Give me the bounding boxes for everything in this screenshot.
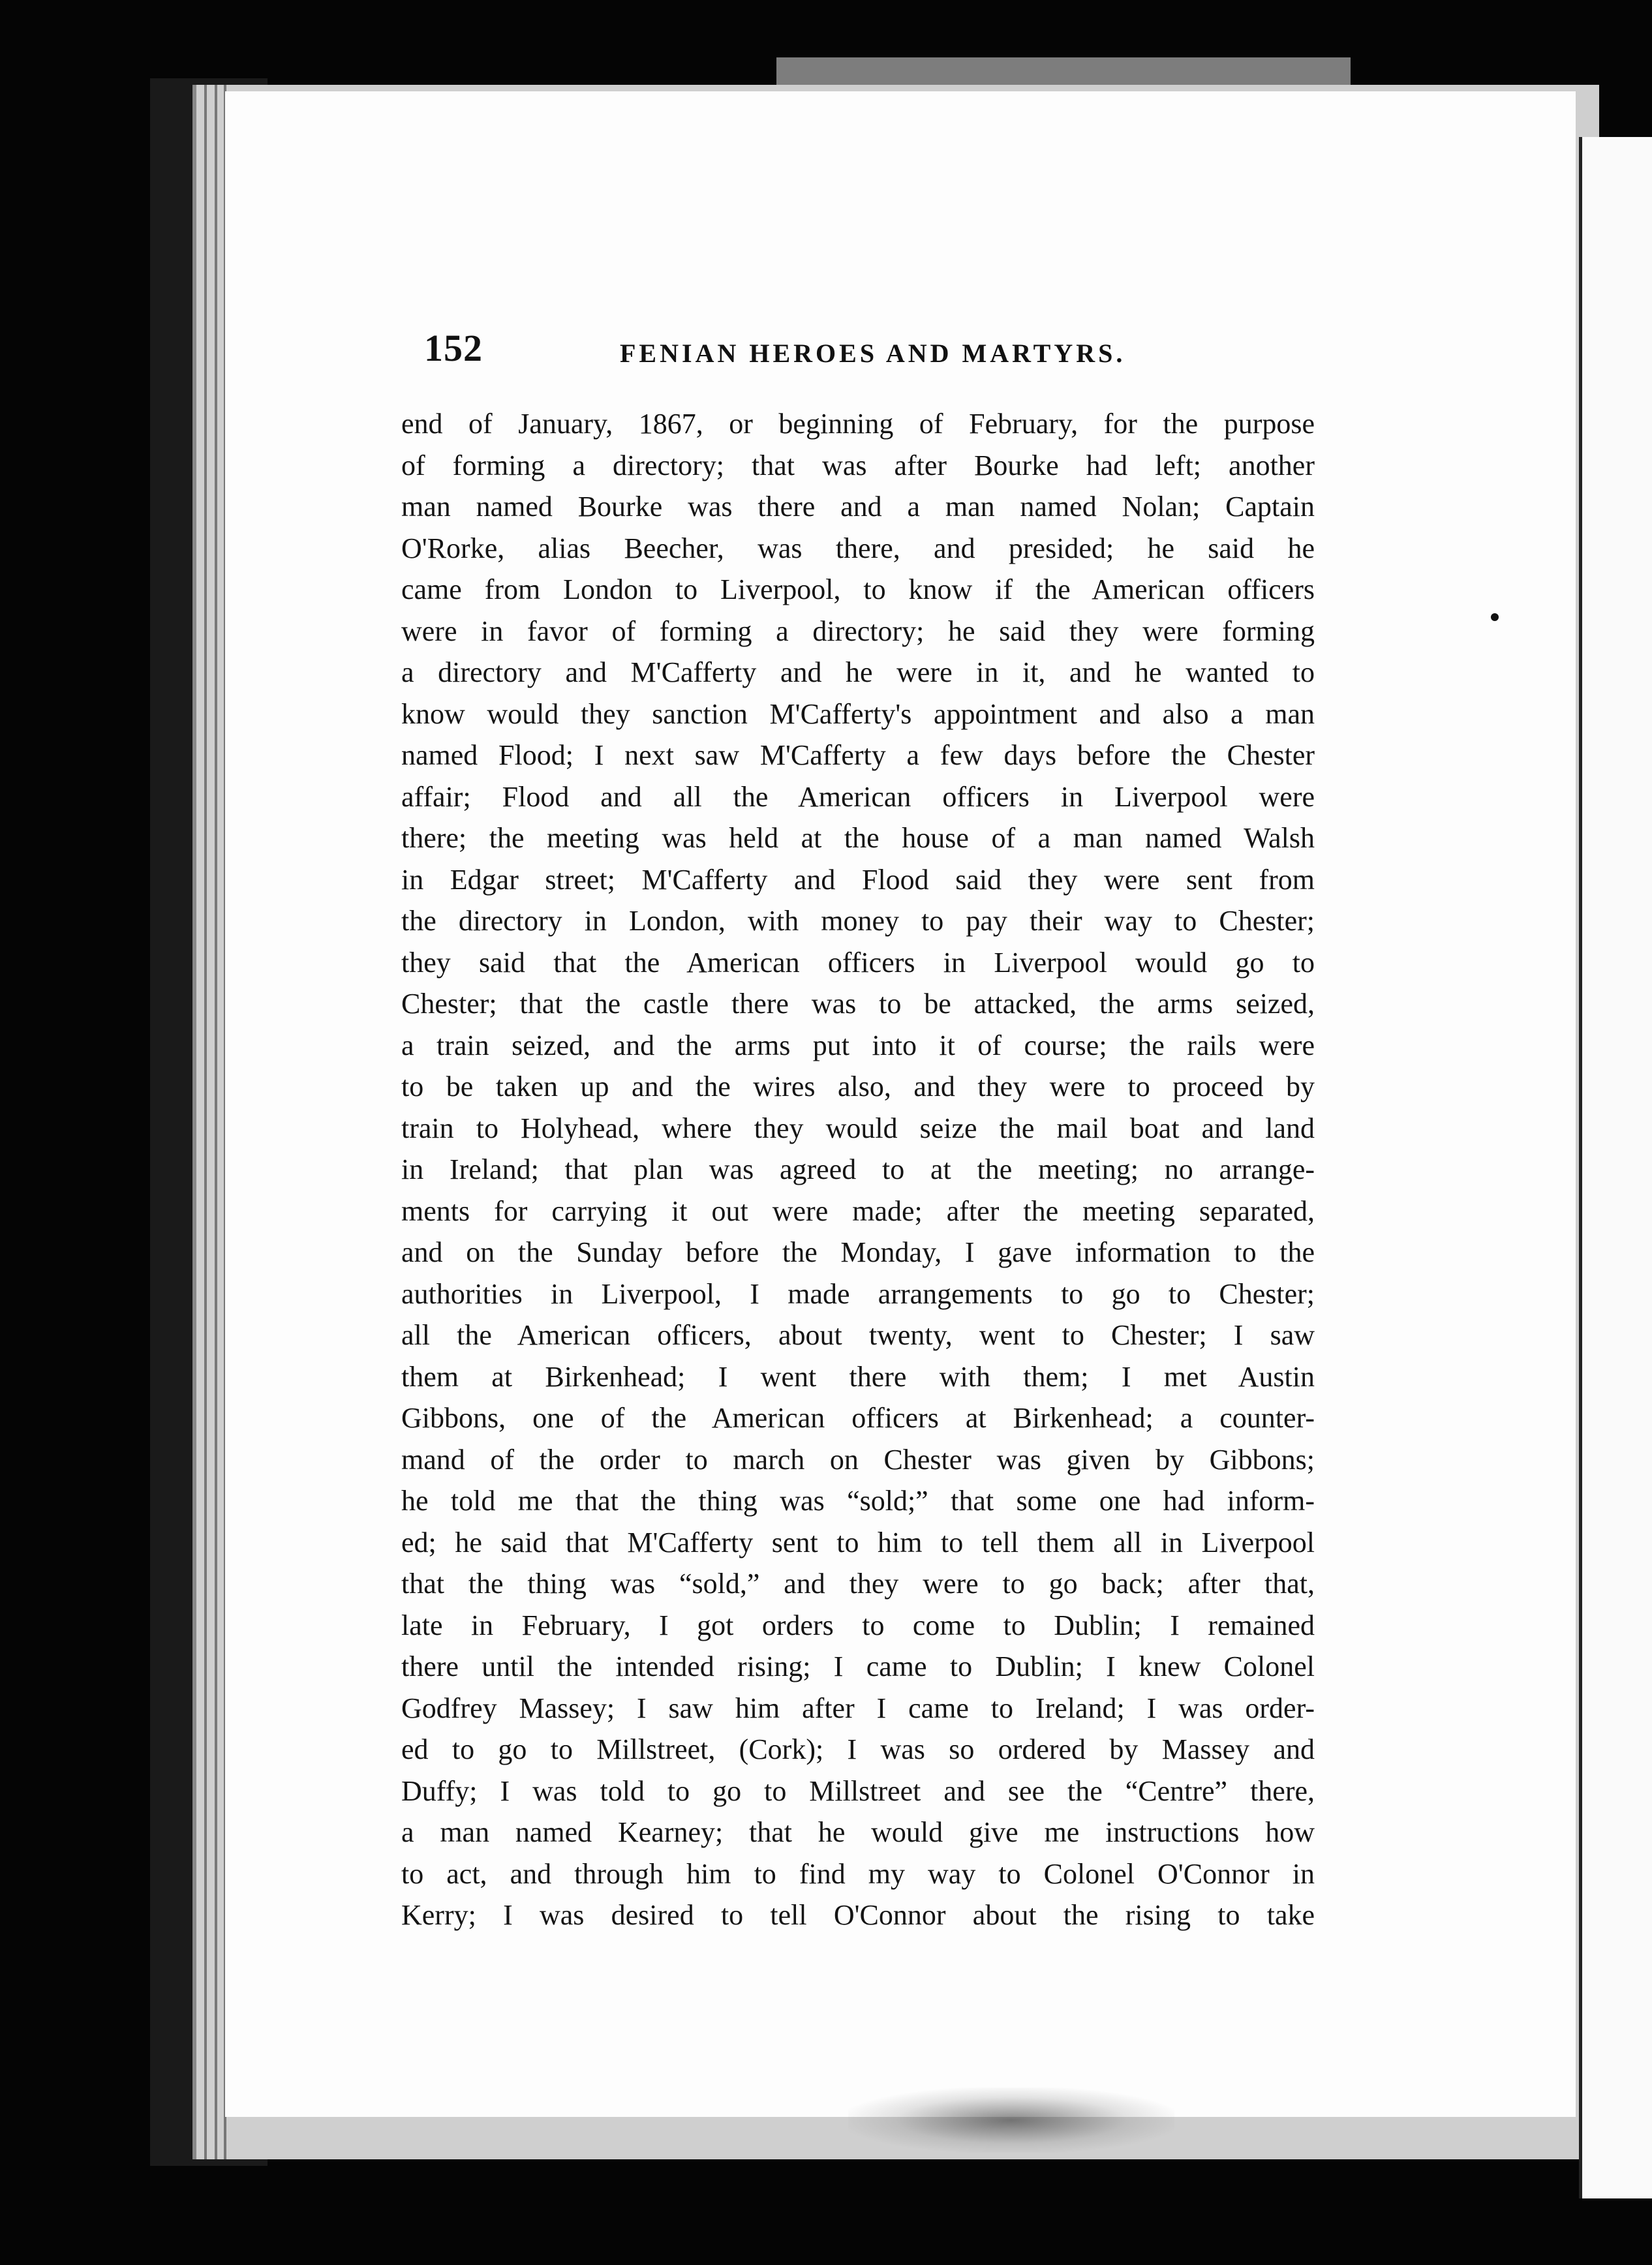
text-line: ed; he said that M'Cafferty sent to him to tell them all in Liverpool <box>401 1526 1315 1558</box>
text-line: Duffy; I was told to go to Millstreet and see the “Centre” there, <box>401 1774 1315 1807</box>
text-line: came from London to Liverpool, to know if the American officers <box>401 573 1315 605</box>
ink-speck <box>1491 613 1499 621</box>
text-line: were in favor of forming a directory; he said they were forming <box>401 615 1315 647</box>
text-line: ments for carrying it out were made; after the meeting separated, <box>401 1194 1315 1227</box>
text-line: there; the meeting was held at the house of a man named Walsh <box>401 822 1315 854</box>
text-line: mand of the order to march on Chester was given by Gibbons; <box>401 1443 1315 1476</box>
text-line: all the American officers, about twenty, went to Chester; I saw <box>401 1319 1315 1351</box>
body-text <box>401 403 1315 1936</box>
text-line: the directory in London, with money to pay their way to Chester; <box>401 905 1315 937</box>
text-line: they said that the American officers in Liverpool would go to <box>401 946 1315 979</box>
text-line: a directory and M'Cafferty and he were in it, and he wanted to <box>401 656 1315 688</box>
page-number: 152 <box>424 327 483 369</box>
page-edge-line <box>204 85 207 2159</box>
text-line: of forming a directory; that was after Bourke had left; another <box>401 449 1315 481</box>
page-stain <box>848 2088 1174 2153</box>
text-line: named Flood; I next saw M'Cafferty a few days before the Chester <box>401 739 1315 771</box>
text-line: authorities in Liverpool, I made arrangements to go to Chester; <box>401 1277 1315 1310</box>
page-edge-line <box>215 85 217 2159</box>
text-line: affair; Flood and all the American officers in Liverpool were <box>401 780 1315 813</box>
text-line: a train seized, and the arms put into it of course; the rails were <box>401 1029 1315 1061</box>
text-line: there until the intended rising; I came to Dublin; I knew Colonel <box>401 1650 1315 1682</box>
text-line: ed to go to Millstreet, (Cork); I was so ordered by Massey and <box>401 1733 1315 1765</box>
text-line: Chester; that the castle there was to be attacked, the arms seized, <box>401 988 1315 1020</box>
text-line: to be taken up and the wires also, and they were to proceed by <box>401 1071 1315 1102</box>
text-line: them at Birkenhead; I went there with them; I met Austin <box>401 1360 1315 1393</box>
text-line: he told me that the thing was “sold;” that some one had inform- <box>401 1485 1315 1517</box>
text-line: know would they sanction M'Cafferty's appointment and also a man <box>401 697 1315 730</box>
facing-page-edge <box>1579 137 1652 2198</box>
text-line: a man named Kearney; that he would give me instructions how <box>401 1816 1315 1848</box>
running-title: FENIAN HEROES AND MARTYRS. <box>620 339 1126 368</box>
running-head <box>424 326 1181 378</box>
text-line: late in February, I got orders to come to Dublin; I remained <box>401 1609 1315 1641</box>
text-line: Kerry; I was desired to tell O'Connor about the rising to take <box>401 1899 1315 1931</box>
text-line: Gibbons, one of the American officers at Birkenhead; a counter- <box>401 1402 1315 1434</box>
text-line: train to Holyhead, where they would seize the mail boat and land <box>401 1112 1315 1144</box>
text-line: and on the Sunday before the Monday, I gave information to the <box>401 1236 1315 1268</box>
text-line: that the thing was “sold,” and they were to go back; after that, <box>401 1568 1315 1600</box>
text-line: man named Bourke was there and a man named Nolan; Captain <box>401 491 1315 523</box>
text-line: end of January, 1867, or beginning of February, for the purpose <box>401 408 1315 440</box>
text-line: Godfrey Massey; I saw him after I came to Ireland; I was order- <box>401 1692 1315 1724</box>
text-line: in Ireland; that plan was agreed to at the meeting; no arrange- <box>401 1153 1315 1185</box>
text-line: in Edgar street; M'Cafferty and Flood said they were sent from <box>401 863 1315 896</box>
text-line: O'Rorke, alias Beecher, was there, and presided; he said he <box>401 532 1315 564</box>
text-line: to act, and through him to find my way to Colonel O'Connor in <box>401 1857 1315 1890</box>
